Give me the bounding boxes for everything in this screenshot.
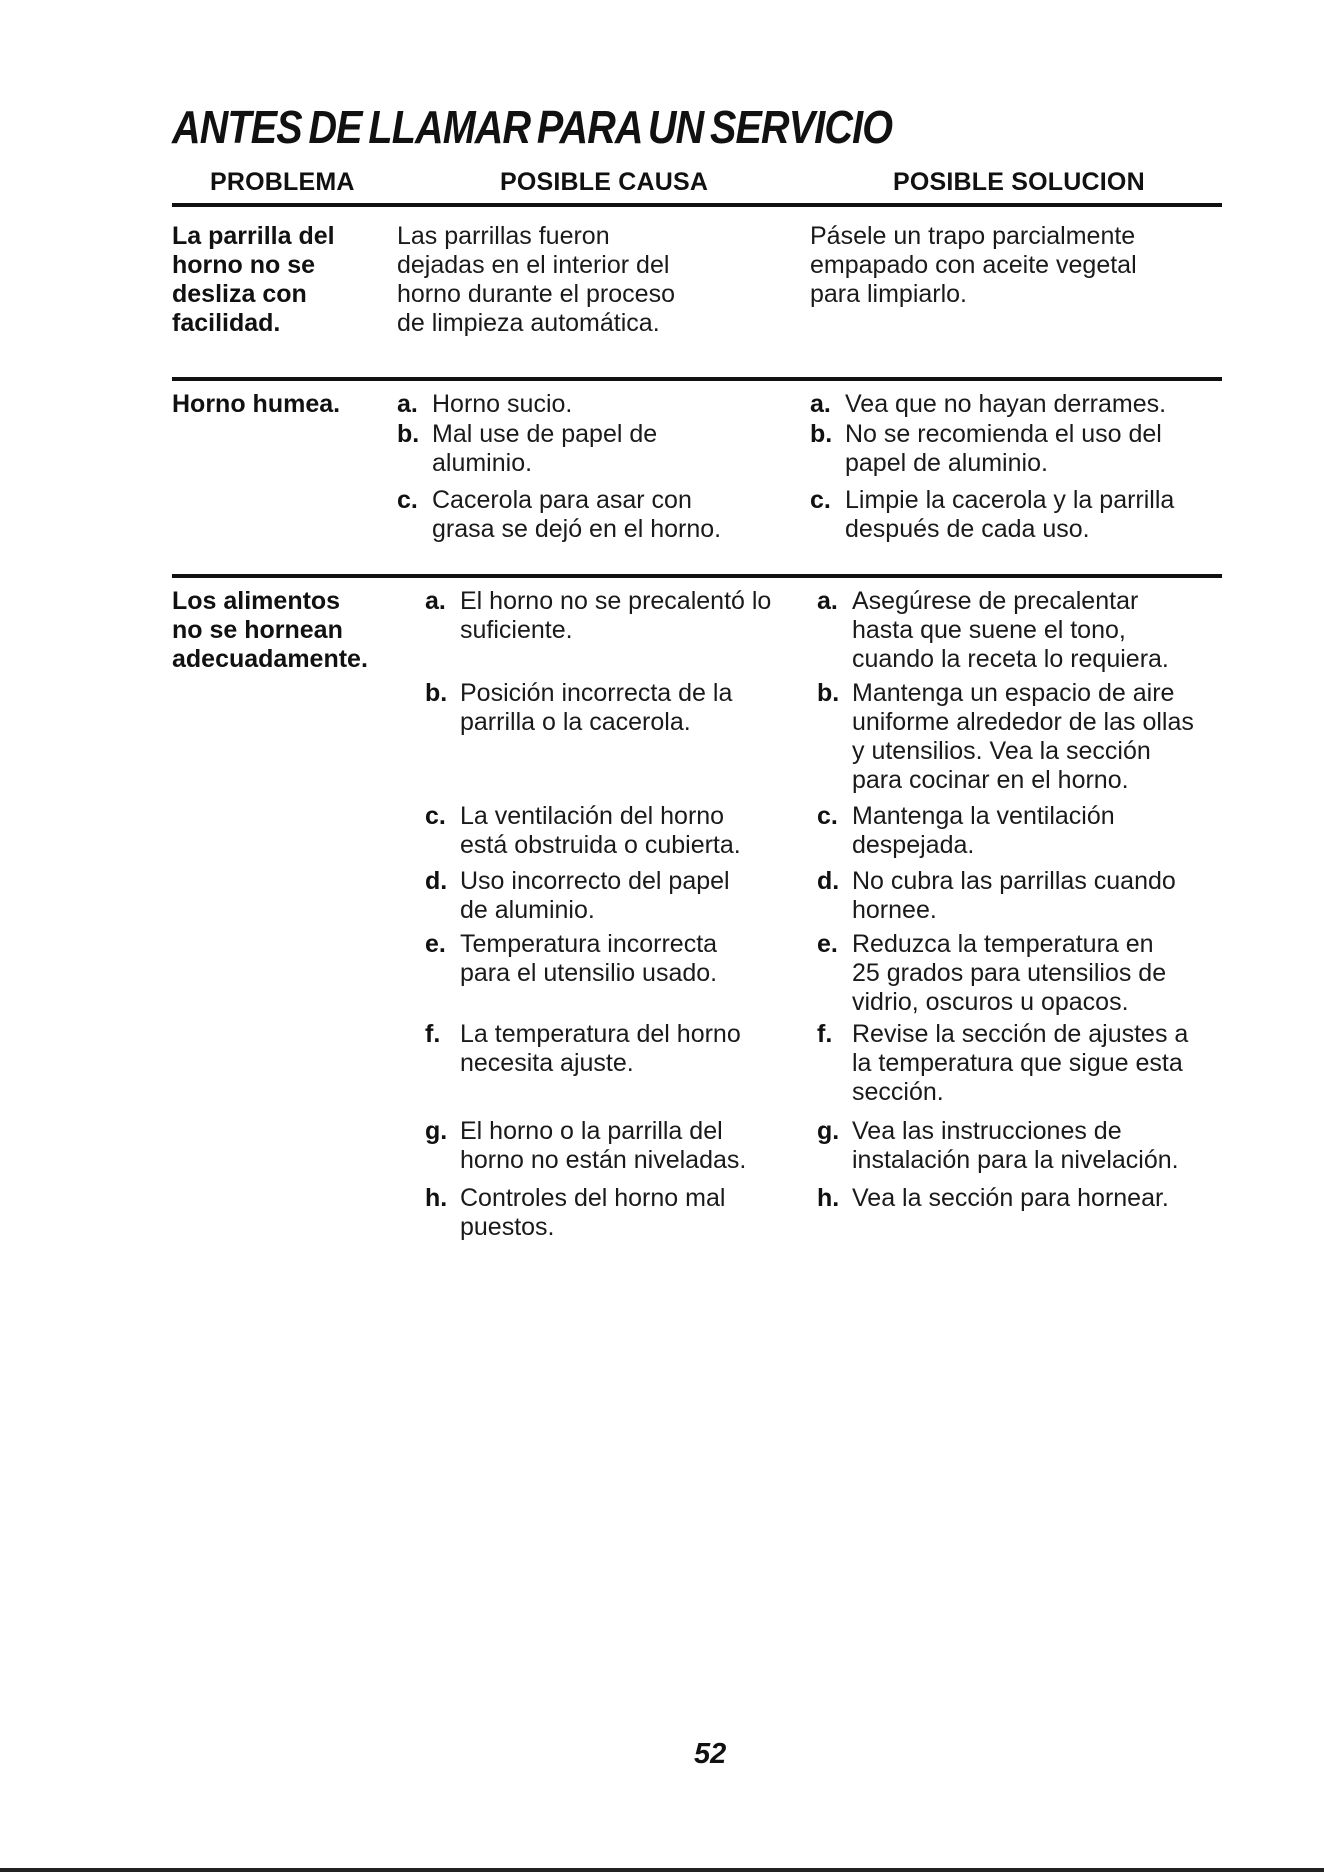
solution-text: Revise la sección de ajustes a la temperatura que sigue esta sección.	[852, 1020, 1189, 1106]
cause-text: Temperatura incorrecta para el utensilio usado.	[460, 930, 718, 987]
solution-text: Vea la sección para hornear.	[852, 1184, 1169, 1212]
item-letter: c.	[397, 486, 418, 514]
solution-text: Asegúrese de precalentar hasta que suene el tono, cuando la receta lo requiera.	[852, 587, 1169, 673]
cause-item	[397, 390, 782, 419]
solution-text: Limpie la cacerola y la parrilla después de cada uso.	[845, 486, 1175, 543]
header-rule	[172, 203, 1222, 207]
header-solution: POSIBLE SOLUCION	[893, 168, 1145, 196]
solution-item	[817, 867, 1237, 925]
item-letter: c.	[425, 802, 446, 830]
item-letter: b.	[425, 679, 448, 707]
item-letter: g.	[425, 1117, 448, 1145]
item-letter: d.	[425, 867, 448, 895]
item-letter: a.	[397, 390, 418, 418]
item-letter: h.	[425, 1184, 448, 1212]
solution-text: Reduzca la temperatura en 25 grados para utensilios de vidrio, oscuros u opacos.	[852, 930, 1167, 1016]
solution-item	[817, 587, 1237, 674]
solution-item	[817, 1184, 1237, 1213]
item-letter: g.	[817, 1117, 840, 1145]
cause-item	[425, 930, 825, 988]
cause-text: El horno o la parrilla del horno no están niveladas.	[460, 1117, 747, 1174]
item-letter: a.	[425, 587, 446, 615]
item-letter: c.	[810, 486, 831, 514]
row-rule-2	[172, 574, 1222, 578]
cause-text: La ventilación del horno está obstruida o cubierta.	[460, 802, 741, 859]
cause-item	[425, 1117, 825, 1175]
cause-text: Uso incorrecto del papel de aluminio.	[460, 867, 730, 924]
item-letter: f.	[425, 1020, 441, 1048]
solution-item	[817, 679, 1237, 795]
cause-item	[425, 679, 825, 737]
item-letter: b.	[817, 679, 840, 707]
problem-label: Horno humea.	[172, 390, 341, 418]
item-letter: a.	[817, 587, 838, 615]
cause-text: La temperatura del horno necesita ajuste.	[460, 1020, 741, 1077]
solution-text: Pásele un trapo parcialmente empapado con aceite vegetal para limpiarlo.	[810, 222, 1137, 308]
item-letter: b.	[397, 420, 420, 448]
solution-text: Vea las instrucciones de instalación para la nivelación.	[852, 1117, 1179, 1174]
item-letter: a.	[810, 390, 831, 418]
item-letter: f.	[817, 1020, 833, 1048]
item-letter: e.	[817, 930, 838, 958]
cause-text: Posición incorrecta de la parrilla o la cacerola.	[460, 679, 733, 736]
cause-item	[425, 802, 825, 860]
solution-item	[817, 1117, 1237, 1175]
cause-item	[425, 587, 825, 645]
cause-item	[425, 867, 825, 925]
page-title: ANTES DE LLAMAR PARA UN SERVICIO	[172, 101, 893, 153]
solution-text: No se recomienda el uso del papel de aluminio.	[845, 420, 1162, 477]
solution-text: Vea que no hayan derrames.	[845, 390, 1167, 418]
cause-text: Mal use de papel de aluminio.	[432, 420, 658, 477]
cause-item	[397, 420, 782, 478]
solution-item	[817, 802, 1237, 860]
cause-text: Horno sucio.	[432, 390, 573, 418]
row-rule-1	[172, 377, 1222, 381]
cause-text: Controles del horno mal puestos.	[460, 1184, 726, 1241]
solution-text: Mantenga un espacio de aire uniforme alrededor de las ollas y utensilios. Vea la sección para cocinar en el horno.	[852, 679, 1194, 794]
solution-item	[810, 420, 1230, 478]
solution-item	[817, 1020, 1237, 1107]
solution-item	[817, 930, 1237, 1017]
item-letter: d.	[817, 867, 840, 895]
problem-label: La parrilla del horno no se desliza con facilidad.	[172, 222, 335, 337]
solution-text: No cubra las parrillas cuando hornee.	[852, 867, 1176, 924]
cause-text: Las parrillas fueron dejadas en el interior del horno durante el proceso de limpieza automática.	[397, 222, 675, 337]
solution-item	[810, 486, 1230, 544]
item-letter: c.	[817, 802, 838, 830]
bottom-edge-rule	[0, 1868, 1324, 1872]
page-number: 52	[694, 1738, 727, 1770]
cause-item	[425, 1020, 825, 1078]
problem-label: Los alimentos no se hornean adecuadamente.	[172, 587, 368, 673]
item-letter: b.	[810, 420, 833, 448]
header-cause: POSIBLE CAUSA	[500, 168, 709, 196]
solution-text: Mantenga la ventilación despejada.	[852, 802, 1115, 859]
cause-item	[425, 1184, 825, 1242]
cause-text: El horno no se precalentó lo suficiente.	[460, 587, 772, 644]
item-letter: h.	[817, 1184, 840, 1212]
cause-item	[397, 486, 782, 544]
cause-text: Cacerola para asar con grasa se dejó en el horno.	[432, 486, 722, 543]
header-problem: PROBLEMA	[210, 168, 355, 196]
solution-item	[810, 390, 1230, 419]
item-letter: e.	[425, 930, 446, 958]
